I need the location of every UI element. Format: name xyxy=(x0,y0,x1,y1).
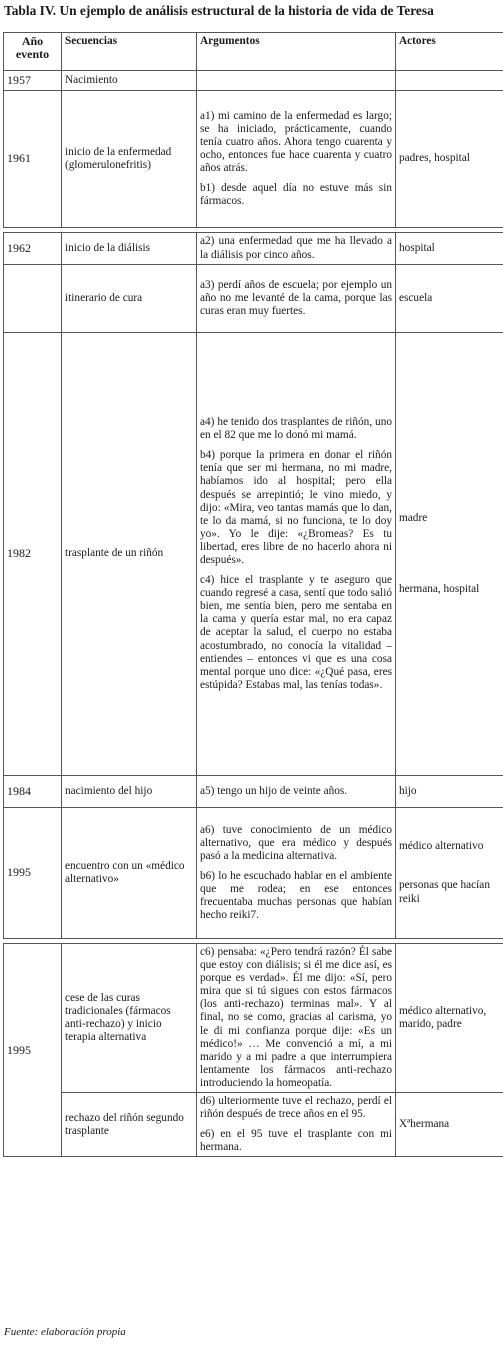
cell-sequence: cese de las curas tradicionales (fármacos anti-rechazo) y inicio terapia alternativa xyxy=(62,944,197,1093)
argument-text: a3) perdí años de escuela; por ejemplo un año no me levanté de la cama, porque las curas eran muy fuertes. xyxy=(200,278,392,318)
actor-text: Xªhermana xyxy=(399,1118,450,1131)
table-row xyxy=(4,808,503,939)
table-row xyxy=(4,333,503,776)
table-row xyxy=(4,265,503,333)
actor-text: padres, hospital xyxy=(399,152,470,165)
header-year: Año evento xyxy=(4,33,62,71)
argument-text: a4) he tenido dos trasplantes de riñón, uno en el 82 que me lo donó mi mamá. xyxy=(200,416,392,442)
actor-text: personas que hacían reiki xyxy=(399,879,490,905)
argument-text: b6) lo he escuchado hablar en el ambiente que me rodea; en ese entonces frecuentaba muchas personas que habían hecho reiki7. xyxy=(200,869,392,922)
actor-text: médico alternativo xyxy=(399,840,484,853)
actor-text: hermana, hospital xyxy=(399,583,480,595)
cell-sequence: itinerario de cura xyxy=(62,265,197,333)
cell-actors xyxy=(396,233,503,265)
cell-arguments xyxy=(197,333,396,776)
argument-text: a6) tuve conocimiento de un médico alternativo, que era médico y después pasó a la medicina alternativa. xyxy=(200,823,392,862)
cell-sequence: nacimiento del hijo xyxy=(62,776,197,808)
cell-actors xyxy=(396,333,503,776)
cell-arguments xyxy=(197,71,396,91)
header-arguments: Argumentos xyxy=(197,33,396,71)
table-header-row xyxy=(4,33,503,71)
table-row xyxy=(4,944,503,1093)
cell-sequence: trasplante de un riñón xyxy=(62,333,197,776)
cell-arguments xyxy=(197,233,396,265)
source-note: Fuente: elaboración propia xyxy=(4,1326,126,1338)
argument-text: b4) porque la primera en donar el riñón tenía que ser mi hermana, no mi madre, habíamos ido al hospital; pero ella después se arrepintió; le vino miedo, y dijo: «Mira, veo tantas mamás que lo dan, te lo da mamá, si no funciona, te lo doy yo». Yo le dije: «¿Bromeas? Es tu libertad, eres libre de no hacerlo ahora ni después». xyxy=(200,449,392,566)
cell-actors xyxy=(396,91,503,228)
actor-text: madre xyxy=(399,511,428,524)
cell-actors xyxy=(396,944,503,1093)
argument-text: a1) mi camino de la enfermedad es largo; se ha iniciado, prácticamente, cuando tenía cuatro años. Ahora tengo cuarenta y ocho, entonces fue hace cuarenta y cuatro años atrás. xyxy=(200,109,392,175)
cell-year: 1962 xyxy=(4,233,62,265)
cell-arguments xyxy=(197,808,396,939)
argument-text: c4) hice el trasplante y te aseguro que cuando regresé a casa, sentí que todo salió bien, me sentía bien, pero me sentaba en la cama y quería estar mal, no era capaz de aceptar la salud, el cuerpo no estaba acostumbrado, no conocía la vitalidad – entiendes – entonces vi que es una cosa mental porque uno dice: «¿Qué pasa, eres estúpida? Estabas mal, las tenías todas». xyxy=(200,574,392,691)
structural-analysis-table-frame xyxy=(3,32,500,1157)
table-title: Tabla IV. Un ejemplo de análisis estructural de la historia de vida de Teresa xyxy=(4,3,434,18)
cell-arguments xyxy=(197,1093,396,1157)
table-row xyxy=(4,776,503,808)
cell-arguments xyxy=(197,944,396,1093)
cell-year: 1995 xyxy=(4,808,62,939)
argument-text: e6) en el 95 tuve el trasplante con mi hermana. xyxy=(200,1128,392,1154)
actor-text: hospital xyxy=(399,241,435,254)
cell-year: 1984 xyxy=(4,776,62,808)
cell-arguments xyxy=(197,776,396,808)
argument-text: d6) ulteriormente tuve el rechazo, perdí el riñón después de trece años en el 95. xyxy=(200,1095,392,1121)
header-actors: Actores xyxy=(396,33,503,71)
cell-actors xyxy=(396,71,503,91)
cell-arguments xyxy=(197,265,396,333)
argument-text: a2) una enfermedad que me ha llevado a la diálisis por cinco años. xyxy=(200,235,392,261)
table-row xyxy=(4,233,503,265)
actor-text: escuela xyxy=(399,291,433,304)
cell-actors xyxy=(396,776,503,808)
cell-sequence: inicio de la diálisis xyxy=(62,233,197,265)
table-row xyxy=(4,1093,503,1157)
cell-sequence: Nacimiento xyxy=(62,71,197,91)
cell-arguments xyxy=(197,91,396,228)
actor-text: médico alternativo, marido, padre xyxy=(399,1004,487,1031)
cell-sequence: encuentro con un «médico alternativo» xyxy=(62,808,197,939)
cell-year: 1982 xyxy=(4,333,62,776)
argument-text: c6) pensaba: «¿Pero tendrá razón? Él sabe que estoy con diálisis; si él me dice así, es porque es verdad». Él me dijo: «Sí, pero mira que si tú sigues con estos fármacos (los anti-rechazo) terminas mal». Y al final, no se como, gracias al carisma, yo le di mi confianza porque dije: «Es un médico!» … Me convenció a mí, a mi marido y a mi padre a que interrumpiera lentamente los fármacos anti-rechazo introduciendo la homeopatía. xyxy=(200,946,392,1089)
cell-sequence: inicio de la enfermedad (glomerulonefritis) xyxy=(62,91,197,228)
table-body xyxy=(4,71,503,1157)
structural-analysis-table xyxy=(3,32,503,1157)
cell-year: 1961 xyxy=(4,91,62,228)
argument-text: a5) tengo un hijo de veinte años. xyxy=(200,784,348,797)
actor-text: hijo xyxy=(399,784,417,797)
cell-sequence: rechazo del riñón segundo trasplante xyxy=(62,1093,197,1157)
cell-actors xyxy=(396,265,503,333)
cell-year: 1995 xyxy=(4,944,62,1157)
table-row xyxy=(4,71,503,91)
cell-year: 1957 xyxy=(4,71,62,91)
cell-year xyxy=(4,265,62,333)
table-row xyxy=(4,91,503,228)
cell-actors xyxy=(396,1093,503,1157)
header-sequences: Secuencias xyxy=(62,33,197,71)
cell-actors xyxy=(396,808,503,939)
argument-text: b1) desde aquel día no estuve más sin fármacos. xyxy=(200,182,392,208)
